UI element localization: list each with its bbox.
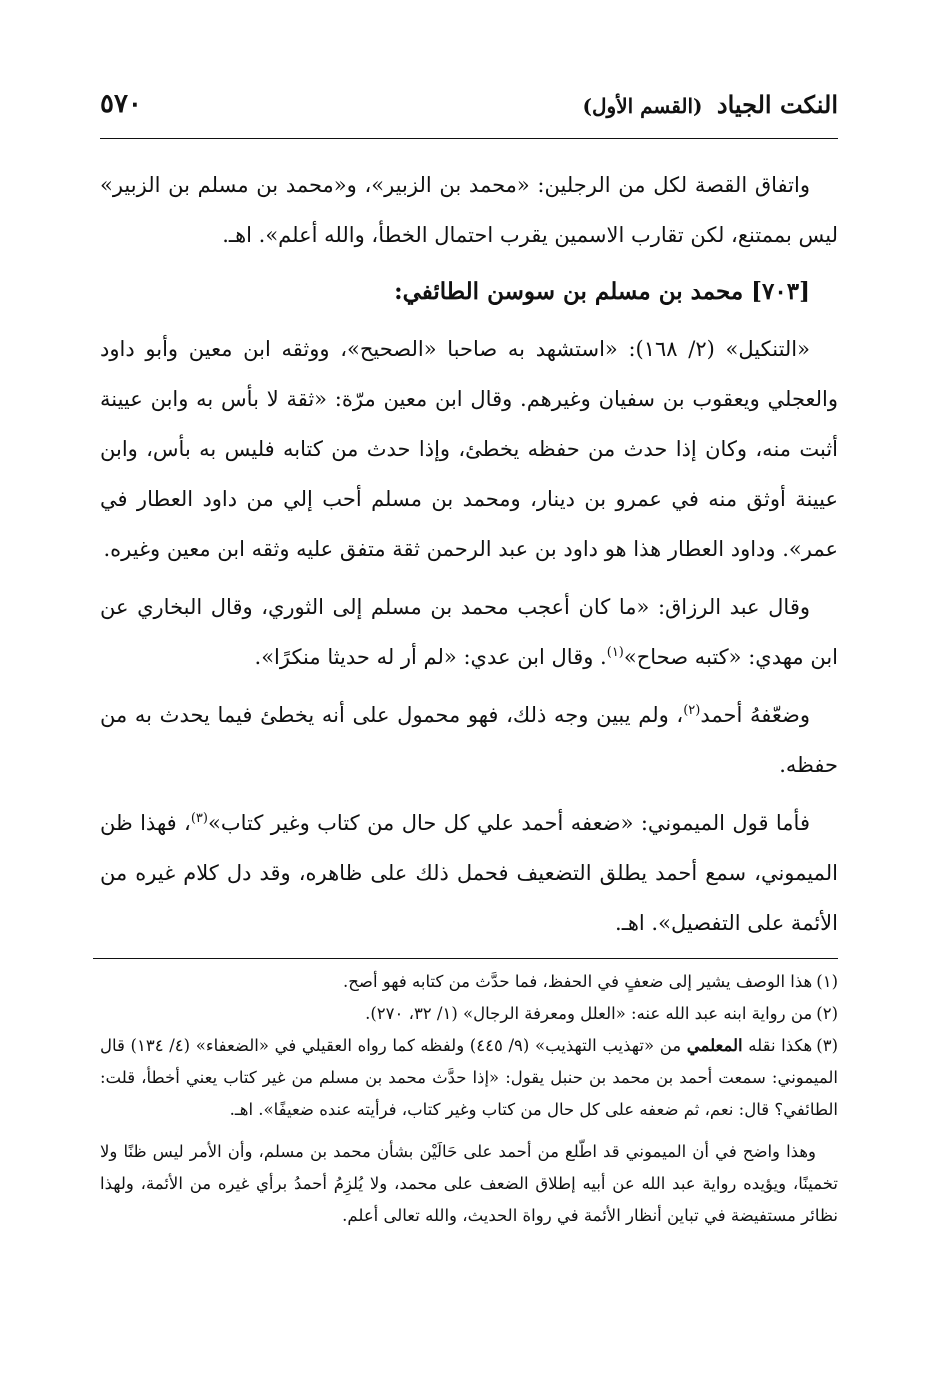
footnote-text: هكذا نقله [748, 1036, 813, 1055]
paragraph [100, 690, 838, 790]
paragraph [100, 582, 838, 682]
footnote-reference[interactable]: (٢) [683, 703, 701, 718]
paragraph: واتفاق القصة لكل من الرجلين: «محمد بن الزبير»، و«محمد بن مسلم بن الزبير» ليس بممتنع، لكن تقارب الاسمين يقرب احتمال الخطأ، والله أعلم». اهـ. [100, 173, 838, 247]
header-title [583, 90, 838, 119]
paragraph-text: فأما قول الميموني: «ضعفه أحمد علي كل حال من كتاب وغير كتاب» [207, 811, 810, 835]
entry-heading: [٧٠٣] محمد بن مسلم بن سوسن الطائفي: [394, 278, 810, 305]
footnote-reference[interactable]: (٣) [190, 811, 208, 826]
paragraph-text: وضعّفهُ أحمد [700, 703, 810, 727]
paragraph-text: ، ولم يبين وجه ذلك، فهو محمول على أنه يخطئ فيما يحدث به من حفظه. [100, 703, 838, 777]
paragraph [100, 798, 838, 948]
paragraph-text: ، فهذا ظن الميموني، سمع أحمد يطلق التضعيف فحمل ذلك على ظاهره، وقد دل كلام غيره من الأئمة على التفصيل». اهـ. [100, 811, 838, 935]
footnote-text: من «تهذيب التهذيب» (٩/ ٤٤٥) ولفظه كما رواه العقيلي في «الضعفاء» (٤/ ١٣٤) قال الميموني: سمعت أحمد بن محمد بن حنبل يقول: «إذا حدَّث محمد بن مسلم من غير كتاب يعني أخطأ، قلت: الطائفي؟ قال: نعم، ثم ضعفه على كل حال من كتاب وغير كتاب، فرأيته عنده ضعيفًا». اهـ. [100, 1036, 838, 1119]
footnote-2 [100, 998, 838, 1030]
book-subtitle: (القسم الأول) [582, 93, 703, 118]
page-number: ٥٧٠ [100, 89, 142, 119]
running-header [100, 84, 838, 124]
header-divider [100, 138, 838, 139]
footnote-number: (١) [816, 972, 838, 991]
footnote-divider [93, 958, 838, 959]
footnote-1 [100, 966, 838, 998]
main-text [100, 160, 838, 956]
footnote-bold-name: المعلمي [686, 1036, 743, 1055]
footnote-text: هذا الوصف يشير إلى ضعفٍ في الحفظ، فما حدَّث من كتابه فهو أصح. [343, 972, 813, 991]
footnote-3-commentary: وهذا واضح في أن الميموني قد اطّلع من أحمد على حَالَيْن بشأن محمد بن مسلم، وأن الأمر ليس ظنًا ولا تخمينًا، ويؤيده رواية عبد الله عن أبيه إطلاق الضعف على محمد، ولا يُلزِمُ أحمدُ برأي غيره من الأئمة، ولهذا نظائر مستفيضة في تباين أنظار الأئمة في رواة الحديث، والله تعالى أعلم. [100, 1142, 838, 1225]
footnote-number: (٣) [816, 1036, 838, 1055]
book-title: النكت الجياد [716, 89, 838, 119]
footnote-text: من رواية ابنه عبد الله عنه: «العلل ومعرفة الرجال» (١/ ٣٢، ٢٧٠). [365, 1004, 813, 1023]
paragraph-text: . وقال ابن عدي: «لم أر له حديثا منكرًا». [254, 645, 607, 669]
footnotes [100, 966, 838, 1232]
footnote-number: (٢) [816, 1004, 838, 1023]
paragraph-text: وقال عبد الرزاق: «ما كان أعجب محمد بن مسلم إلى الثوري، وقال البخاري عن ابن مهدي: «كتبه صحاح» [100, 595, 838, 669]
footnote-3 [100, 1030, 838, 1126]
footnote-reference[interactable]: (١) [606, 645, 624, 660]
paragraph: «التنكيل» (٢/ ١٦٨): «استشهد به صاحبا «الصحيح»، ووثقه ابن معين وأبو داود والعجلي ويعقوب بن سفيان وغيرهم. وقال ابن معين مرّة: «ثقة لا بأس به وابن عيينة أثبت منه، وكان إذا حدث من حفظه يخطئ، وإذا حدث من كتابه فليس به بأس، وابن عيينة أوثق منه في عمرو بن دينار، ومحمد بن مسلم أحب إلي من داود العطار في عمر». وداود العطار هذا هو داود بن عبد الرحمن ثقة متفق عليه وثقه ابن معين وغيره. [100, 337, 838, 561]
